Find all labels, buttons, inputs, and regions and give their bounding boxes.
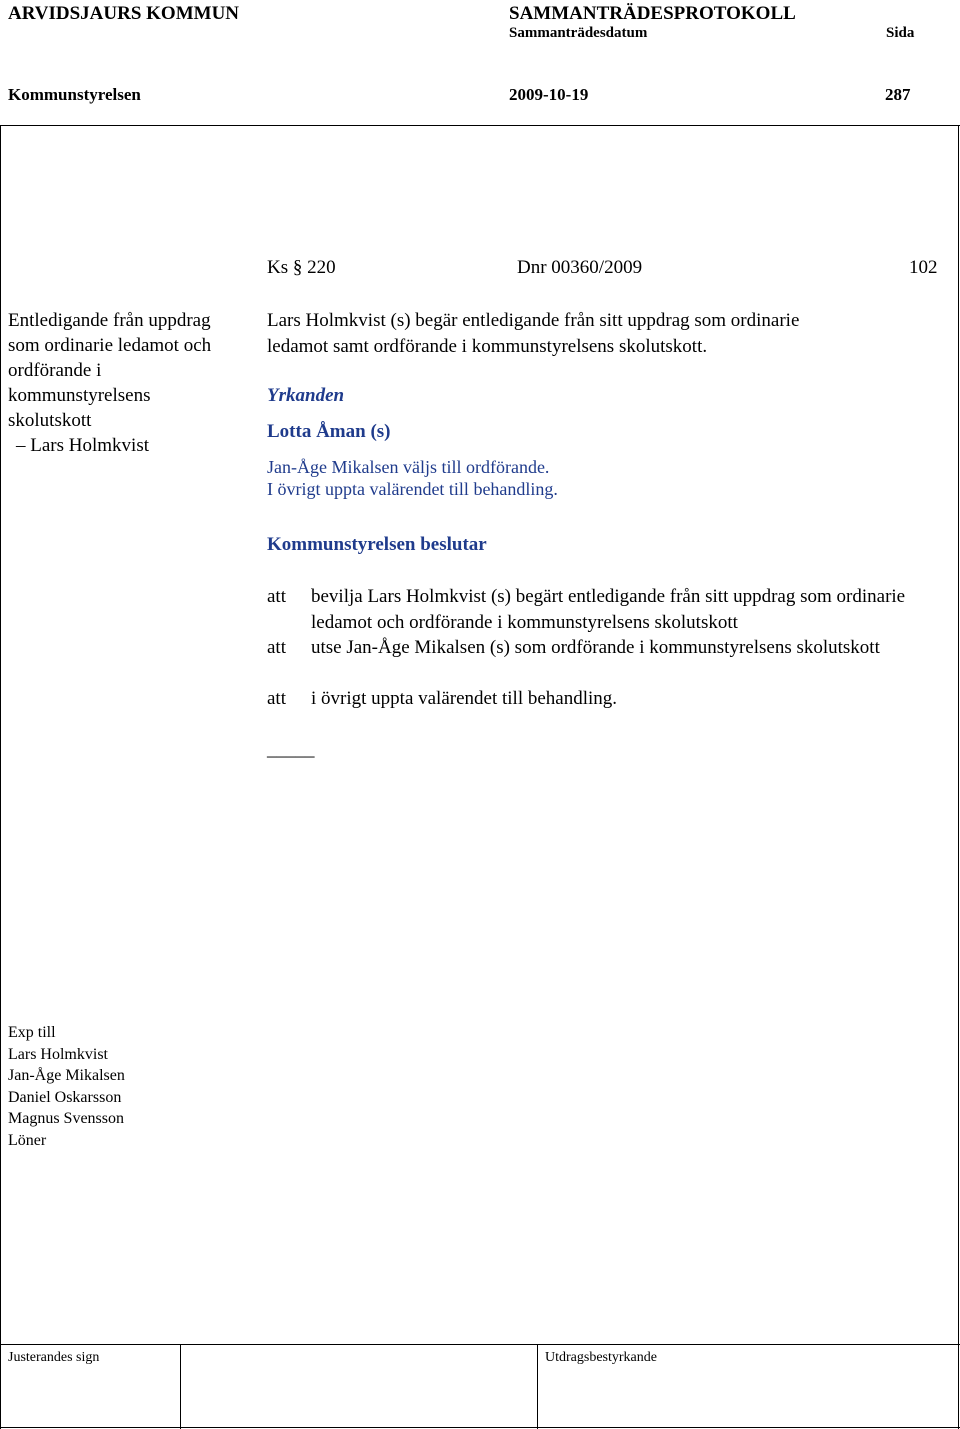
footer-divider xyxy=(0,1344,960,1345)
footer-separator-1 xyxy=(180,1344,181,1429)
recipient: Löner xyxy=(8,1131,47,1149)
proposal-text xyxy=(267,456,558,500)
att-word: att xyxy=(267,688,286,709)
footer-separator-2 xyxy=(537,1344,538,1429)
proposal-line: Jan-Åge Mikalsen väljs till ordförande. xyxy=(267,457,550,477)
proposal-line: I övrigt uppta valärendet till behandling. xyxy=(267,479,558,499)
expedition-heading: Exp till xyxy=(8,1024,56,1041)
sidebar-line: som ordinarie ledamot och xyxy=(8,335,212,356)
att-word: att xyxy=(267,586,286,607)
frame-right xyxy=(958,125,959,1429)
dnr: Dnr 00360/2009 xyxy=(517,257,643,278)
yrkanden-heading: Yrkanden xyxy=(267,385,345,406)
case-number: 102 xyxy=(909,257,938,278)
att-word: att xyxy=(267,637,286,658)
ks-label: Ks xyxy=(267,257,289,278)
sidebar-title xyxy=(8,308,258,458)
frame-left xyxy=(0,125,1,1429)
intro-text xyxy=(267,308,799,360)
case-reference xyxy=(267,257,336,279)
end-mark: _____ xyxy=(267,739,315,760)
municipality-name: ARVIDSJAURS KOMMUN xyxy=(8,3,240,24)
document-type: SAMMANTRÄDESPROTOKOLL xyxy=(509,3,796,24)
recipient: Jan-Åge Mikalsen xyxy=(8,1067,125,1084)
expedition-list xyxy=(8,1022,125,1151)
ks-number: 220 xyxy=(307,257,336,278)
decision-text: bevilja Lars Holmkvist (s) begärt entledigande från sitt uppdrag som ordinarie ledamot och ordförande i kommunstyrelsens skolutskott xyxy=(311,586,906,633)
recipient: Magnus Svensson xyxy=(8,1110,125,1127)
page-number: 287 xyxy=(885,85,911,104)
sidebar-line: kommunstyrelsens xyxy=(8,385,151,406)
intro-line: Lars Holmkvist (s) begär entledigande från sitt uppdrag som ordinarie xyxy=(267,310,800,331)
decision-heading: Kommunstyrelsen beslutar xyxy=(267,534,487,555)
sidebar-line: skolutskott xyxy=(8,410,92,431)
sidebar-line: ordförande i xyxy=(8,360,102,381)
meeting-date-label: Sammanträdesdatum xyxy=(509,25,648,41)
frame-bottom xyxy=(0,1427,960,1428)
certify-label: Utdragsbestyrkande xyxy=(545,1350,657,1365)
section-symbol: § xyxy=(292,257,303,278)
recipient: Daniel Oskarsson xyxy=(8,1088,122,1106)
intro-line: ledamot samt ordförande i kommunstyrelsens skolutskott. xyxy=(267,336,708,357)
recipient: Lars Holmkvist xyxy=(8,1045,108,1063)
sidebar-line: Entledigande från uppdrag xyxy=(8,310,211,331)
sidebar-person: – Lars Holmkvist xyxy=(16,435,149,456)
page-label: Sida xyxy=(886,25,915,41)
decision-text: i övrigt uppta valärendet till behandling. xyxy=(311,688,618,709)
meeting-date: 2009-10-19 xyxy=(509,85,589,104)
proposer: Lotta Åman (s) xyxy=(267,421,391,442)
sign-label: Justerandes sign xyxy=(8,1350,100,1365)
decision-text: utse Jan-Åge Mikalsen (s) som ordförande i kommunstyrelsens skolutskott xyxy=(311,637,880,658)
meeting-body: Kommunstyrelsen xyxy=(8,85,141,104)
header-divider xyxy=(0,125,960,126)
